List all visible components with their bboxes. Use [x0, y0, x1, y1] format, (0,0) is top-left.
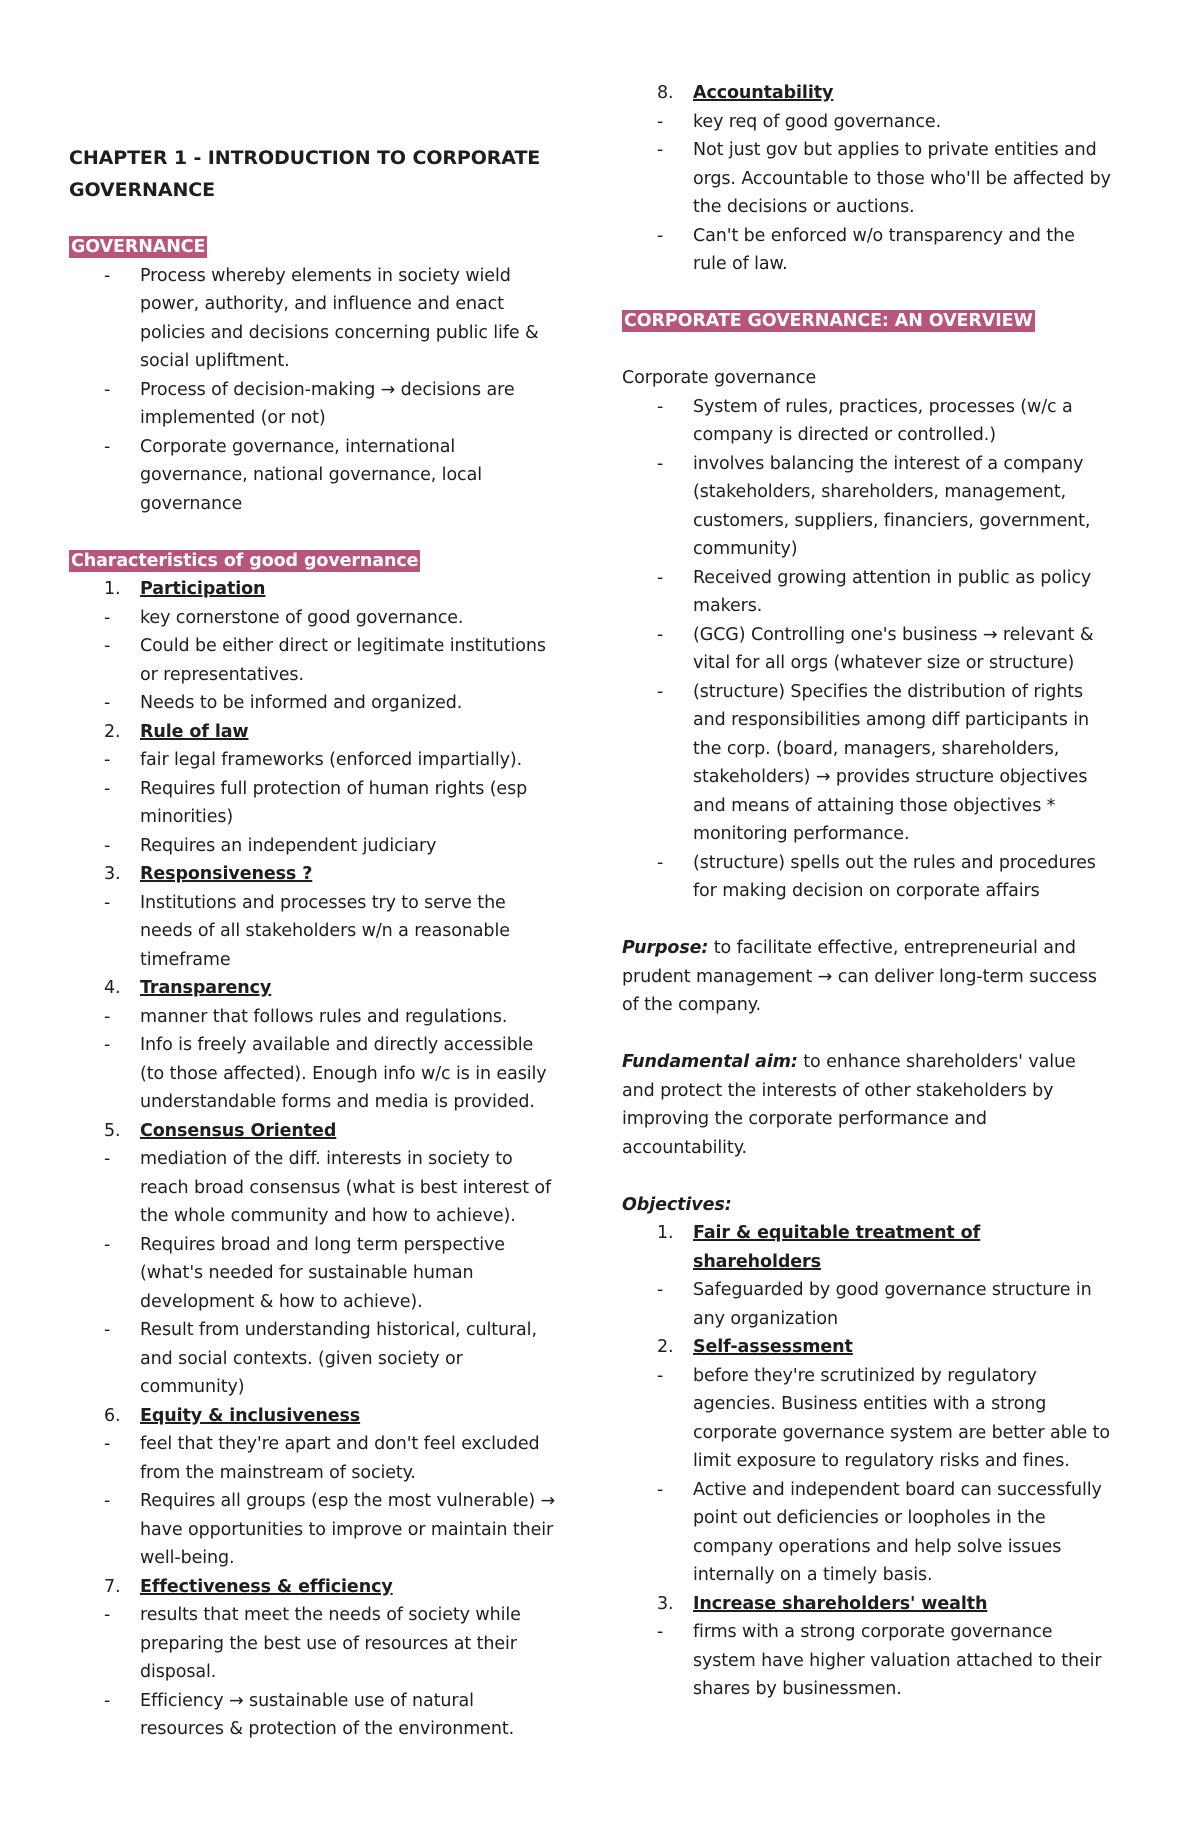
- characteristics-heading-text: Characteristics of good governance: [71, 550, 419, 571]
- item-title: Rule of law: [140, 721, 249, 742]
- objective-item: [622, 1590, 1112, 1619]
- characteristic-bullet: - Needs to be informed and organized.: [69, 689, 559, 718]
- item-title: Responsiveness ?: [140, 864, 313, 884]
- overview-heading: [622, 307, 1112, 336]
- governance-bullet: - Corporate governance, international governance, national governance, local governance: [69, 433, 559, 519]
- item-number: 1.: [104, 579, 121, 599]
- item-title: Increase shareholders' wealth: [693, 1593, 988, 1614]
- chapter-title: CHAPTER 1 - INTRODUCTION TO CORPORATE GOVERNANCE: [69, 147, 541, 201]
- right-column: [622, 0, 1112, 1704]
- characteristic-bullet: - Requires broad and long term perspective (what's needed for sustainable human development & how to achieve).: [69, 1231, 559, 1317]
- characteristic-bullet: - key req of good governance.: [622, 108, 1112, 137]
- characteristic-item: [69, 575, 559, 604]
- item-title: Equity & inclusiveness: [140, 1405, 361, 1426]
- characteristic-bullet: - Result from understanding historical, cultural, and social contexts. (given society or community): [69, 1316, 559, 1402]
- item-number: 5.: [104, 1120, 121, 1141]
- left-column: [69, 0, 559, 1744]
- overview-heading-text: CORPORATE GOVERNANCE: AN OVERVIEW: [624, 311, 1033, 331]
- characteristic-bullet: - key cornerstone of good governance.: [69, 604, 559, 633]
- objective-bullet: - Safeguarded by good governance structure in any organization: [622, 1276, 1112, 1333]
- characteristic-bullet: - Can't be enforced w/o transparency and the rule of law.: [622, 222, 1112, 279]
- characteristic-bullet: - results that meet the needs of society while preparing the best use of resources at their disposal.: [69, 1601, 559, 1687]
- objectives-heading: [622, 1191, 1112, 1220]
- characteristic-bullet: - Could be either direct or legitimate institutions or representatives.: [69, 632, 559, 689]
- characteristic-bullet: - Requires full protection of human rights (esp minorities): [69, 775, 559, 832]
- characteristic-bullet: - Institutions and processes try to serve the needs of all stakeholders w/n a reasonable timeframe: [69, 889, 559, 975]
- item-title: Fair & equitable treatment of shareholders: [693, 1223, 981, 1272]
- characteristic-item: [69, 718, 559, 747]
- overview-bullet: - Received growing attention in public as policy makers.: [622, 564, 1112, 621]
- characteristic-item: [622, 79, 1112, 108]
- overview-bullet: - System of rules, practices, processes (w/c a company is directed or controlled.): [622, 393, 1112, 450]
- objectives-label: Objectives:: [622, 1194, 732, 1215]
- characteristic-item: [69, 1117, 559, 1146]
- characteristics-heading: [69, 547, 559, 576]
- objective-item: [622, 1219, 1112, 1276]
- governance-bullet: - Process of decision-making → decisions are implemented (or not): [69, 376, 559, 433]
- item-title: Consensus Oriented: [140, 1120, 337, 1141]
- characteristic-item: [69, 1402, 559, 1431]
- purpose-text: to facilitate effective, entrepreneurial and prudent management → can deliver long-term success of the company.: [622, 938, 1097, 1015]
- item-title: Effectiveness & efficiency: [140, 1576, 393, 1597]
- governance-heading: [69, 233, 559, 262]
- overview-bullet: - (structure) Specifies the distribution of rights and responsibilities among diff participants in the corp. (board, managers, shareholders, stakeholders) → provides structure objectives and means of attaining those objectives * monitoring performance.: [622, 678, 1112, 849]
- characteristic-bullet: - Not just gov but applies to private entities and orgs. Accountable to those who'll be affected by the decisions or auctions.: [622, 136, 1112, 222]
- characteristic-item: [69, 1573, 559, 1602]
- item-title: Transparency: [140, 978, 272, 998]
- item-title: Self-assessment: [693, 1337, 853, 1357]
- objective-bullet: - Active and independent board can successfully point out deficiencies or loopholes in the company operations and help solve issues internally on a timely basis.: [622, 1476, 1112, 1590]
- characteristic-item: [69, 860, 559, 889]
- aim-text: to enhance shareholders' value and protect the interests of other stakeholders by improving the corporate performance and accountability.: [622, 1052, 1076, 1158]
- characteristic-bullet: - manner that follows rules and regulations.: [69, 1003, 559, 1032]
- overview-subheading: Corporate governance: [622, 368, 817, 388]
- characteristic-bullet: - Requires all groups (esp the most vulnerable) → have opportunities to improve or maintain their well-being.: [69, 1487, 559, 1573]
- characteristic-bullet: - feel that they're apart and don't feel excluded from the mainstream of society.: [69, 1430, 559, 1487]
- item-number: 3.: [104, 864, 121, 884]
- item-number: 8.: [657, 83, 674, 103]
- objective-item: [622, 1333, 1112, 1362]
- item-number: 3.: [657, 1593, 674, 1614]
- item-number: 6.: [104, 1405, 121, 1426]
- objective-bullet: - firms with a strong corporate governance system have higher valuation attached to their shares by businessmen.: [622, 1618, 1112, 1704]
- characteristic-bullet: - Requires an independent judiciary: [69, 832, 559, 861]
- item-number: 2.: [657, 1337, 674, 1357]
- overview-bullet: - involves balancing the interest of a company (stakeholders, shareholders, management, customers, suppliers, financiers, government, community): [622, 450, 1112, 564]
- characteristic-bullet: - Info is freely available and directly accessible (to those affected). Enough info w/c is in easily understandable forms and media is provided.: [69, 1031, 559, 1117]
- characteristic-item: [69, 974, 559, 1003]
- characteristic-bullet: - fair legal frameworks (enforced impartially).: [69, 746, 559, 775]
- purpose-label: Purpose:: [622, 938, 709, 958]
- item-number: 2.: [104, 721, 121, 742]
- item-number: 7.: [104, 1576, 121, 1597]
- objective-bullet: - before they're scrutinized by regulatory agencies. Business entities with a strong corporate governance system are better able to limit exposure to regulatory risks and fines.: [622, 1362, 1112, 1476]
- governance-bullet: - Process whereby elements in society wield power, authority, and influence and enact policies and decisions concerning public life & social upliftment.: [69, 262, 559, 376]
- overview-bullet: - (structure) spells out the rules and procedures for making decision on corporate affairs: [622, 849, 1112, 906]
- purpose-paragraph: [622, 934, 1112, 1020]
- aim-label: Fundamental aim:: [622, 1052, 798, 1072]
- item-title: Participation: [140, 579, 266, 599]
- overview-bullet: - (GCG) Controlling one's business → relevant & vital for all orgs (whatever size or structure): [622, 621, 1112, 678]
- characteristic-bullet: - Efficiency → sustainable use of natural resources & protection of the environment.: [69, 1687, 559, 1744]
- item-number: 4.: [104, 978, 121, 998]
- characteristic-bullet: - mediation of the diff. interests in society to reach broad consensus (what is best interest of the whole community and how to achieve).: [69, 1145, 559, 1231]
- governance-heading-text: GOVERNANCE: [71, 237, 206, 257]
- aim-paragraph: [622, 1048, 1112, 1162]
- item-number: 1.: [657, 1223, 674, 1243]
- item-title: Accountability: [693, 83, 834, 103]
